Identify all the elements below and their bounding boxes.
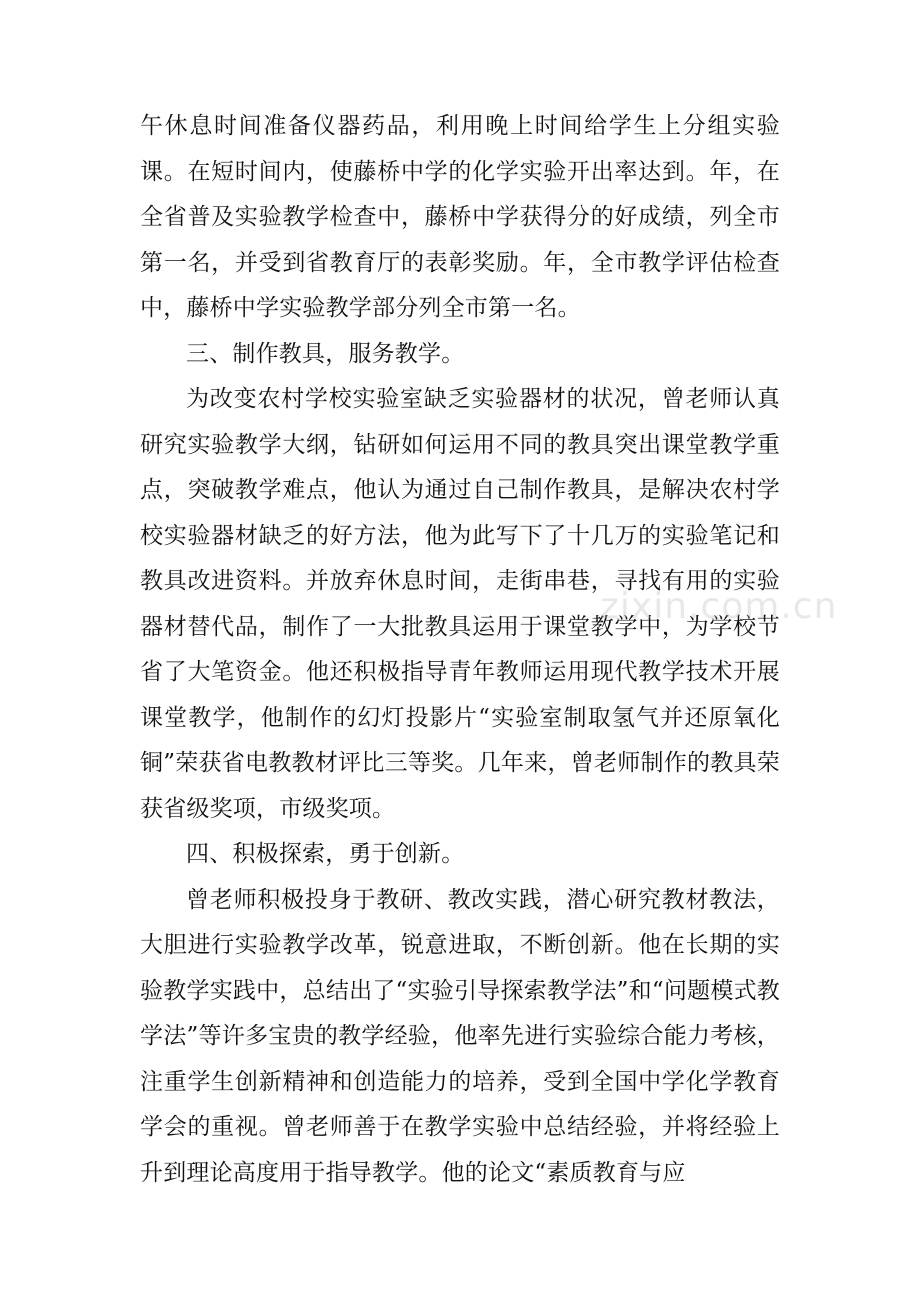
watermark: zixin.com.cn (600, 586, 838, 627)
paragraph-1: 午休息时间准备仪器药品，利用晚上时间给学生上分组实验课。在短时间内，使藤桥中学的化学实验开出率达到。年，在全省普及实验教学检查中，藤桥中学获得分的好成绩，列全市第一名，并受到省教育厅的表彰奖励。年，全市教学评估检查中，藤桥中学实验教学部分列全市第一名。 (140, 113, 780, 321)
paragraph-2: 为改变农村学校实验室缺乏实验器材的状况，曾老师认真研究实验教学大纲，钻研如何运用不同的教具突出课堂教学重点，突破教学难点，他认为通过自己制作教具，是解决农村学校实验器材缺乏的好方法，他为此写下了十几万的实验笔记和教具改进资料。并放弃休息时间，走街串巷，寻找有用的实验器材替代品，制作了一大批教具运用于课堂教学中，为学校节省了大笔资金。他还积极指导青年教师运用现代教学技术开展课堂教学，他制作的幻灯投影片“实验室制取氢气并还原氧化铜”荣获省电教教材评比三等奖。几年来，曾老师制作的教具荣获省级奖项，市级奖项。 (140, 386, 780, 822)
heading-section-3: 三、制作教具，服务教学。 (186, 340, 465, 367)
document-body (140, 104, 780, 1196)
heading-section-4: 四、积极探索，勇于创新。 (186, 841, 465, 867)
paragraph-3: 曾老师积极投身于教研、教改实践，潜心研究教材教法，大胆进行实验教学改革，锐意进取，不断创新。他在长期的实验教学实践中，总结出了“实验引导探索教学法”和“问题模式教学法”等许多宝贵的教学经验，他率先进行实验综合能力考核，注重学生创新精神和创造能力的培养，受到全国中学化学教育学会的重视。曾老师善于在教学实验中总结经验，并将经验上升到理论高度用于指导教学。他的论文“素质教育与应 (140, 886, 780, 1186)
